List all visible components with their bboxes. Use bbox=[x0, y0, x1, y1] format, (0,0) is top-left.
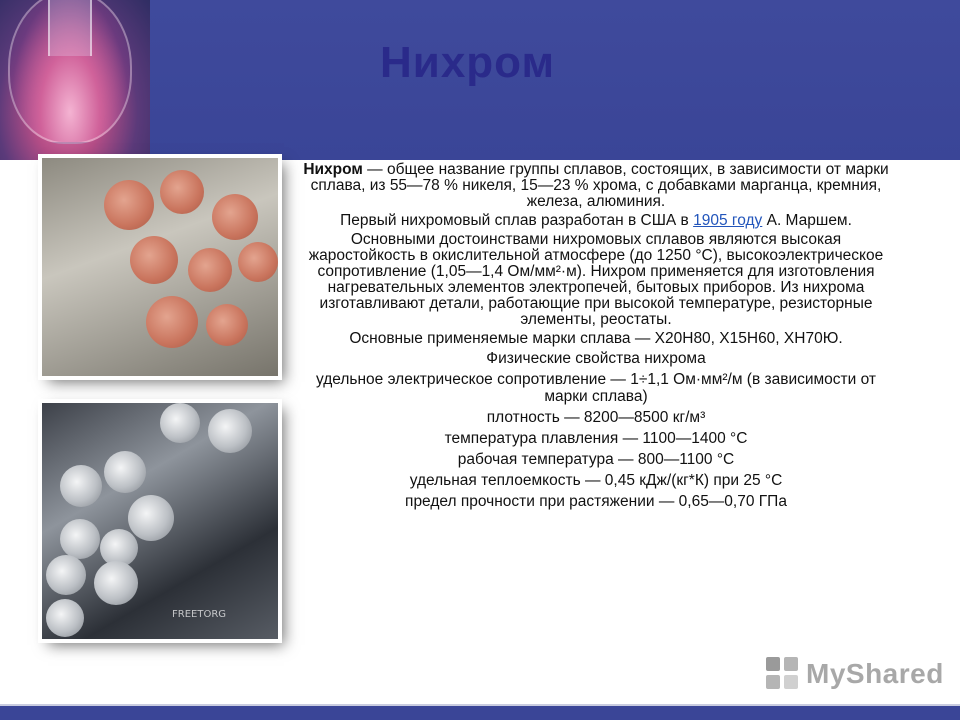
year-link[interactable]: 1905 году bbox=[693, 212, 763, 229]
rod-end bbox=[160, 403, 200, 443]
intro-paragraph bbox=[296, 162, 896, 210]
page-title: Нихром bbox=[380, 38, 556, 87]
brand-logo[interactable] bbox=[766, 656, 944, 692]
history-before-link: Первый нихромовый сплав разработан в США в bbox=[340, 212, 694, 229]
rod-end bbox=[60, 519, 100, 559]
nichrome-rods-photo-top bbox=[42, 158, 278, 376]
grades-paragraph: Основные применяемые марки сплава — Х20Н80, Х15Н60, ХН70Ю. bbox=[349, 330, 843, 347]
property-item: температура плавления — 1100—1400 °С bbox=[444, 430, 748, 447]
rod-end bbox=[160, 170, 204, 214]
rod-end bbox=[130, 236, 178, 284]
rod-end bbox=[60, 465, 102, 507]
nichrome-rods-photo-bottom bbox=[42, 403, 278, 639]
brand-name: MyShared bbox=[806, 658, 944, 689]
rod-end bbox=[94, 561, 138, 605]
intro-term: Нихром bbox=[303, 161, 363, 178]
rod-end bbox=[104, 451, 146, 493]
rod-end bbox=[212, 194, 258, 240]
rod-end bbox=[46, 599, 84, 637]
rod-end bbox=[104, 180, 154, 230]
history-paragraph bbox=[296, 213, 896, 229]
rod-end bbox=[208, 409, 252, 453]
rod-end bbox=[238, 242, 278, 282]
footer-band bbox=[0, 706, 960, 720]
property-item: удельная теплоемкость — 0,45 кДж/(кг*К) при 25 °С bbox=[409, 472, 783, 489]
advantages-paragraph: Основными достоинствами нихромовых сплавов являются высокая жаростойкость в окислительной атмосфере (до 1250 °С), высокоэлектрическое сопротивление (1,05—1,4 Ом/мм²·м). Нихром применяется для изготовления нагревательных элементов электропечей, бытовых приборов. Из нихрома изготавливают детали, работающие при высокой температуре, резисторные элементы, реостаты. bbox=[308, 231, 884, 328]
rod-end bbox=[46, 555, 86, 595]
brand-icon bbox=[766, 657, 800, 691]
property-item: удельное электрическое сопротивление — 1÷1,1 Ом·мм²/м (в зависимости от марки сплава) bbox=[315, 371, 876, 405]
property-item: плотность — 8200—8500 кг/м³ bbox=[486, 409, 706, 426]
photo-watermark: FREETORG bbox=[172, 609, 227, 620]
rod-end bbox=[206, 304, 248, 346]
slide-body bbox=[296, 162, 896, 514]
rod-end bbox=[128, 495, 174, 541]
properties-heading: Физические свойства нихрома bbox=[486, 350, 706, 367]
flask-neck bbox=[48, 0, 92, 56]
history-after-link: А. Маршем. bbox=[762, 212, 852, 229]
properties-section bbox=[296, 350, 896, 510]
rod-end bbox=[188, 248, 232, 292]
property-item: предел прочности при растяжении — 0,65—0,70 ГПа bbox=[405, 493, 787, 510]
intro-definition: — общее название группы сплавов, состоящих, в зависимости от марки сплава, из 55—78 % никеля, 15—23 % хрома, с добавками марганца, кремния, железа, алюминия. bbox=[310, 161, 889, 210]
rod-end bbox=[146, 296, 198, 348]
property-item: рабочая температура — 800—1100 °С bbox=[457, 451, 735, 468]
flask-photo bbox=[0, 0, 150, 160]
